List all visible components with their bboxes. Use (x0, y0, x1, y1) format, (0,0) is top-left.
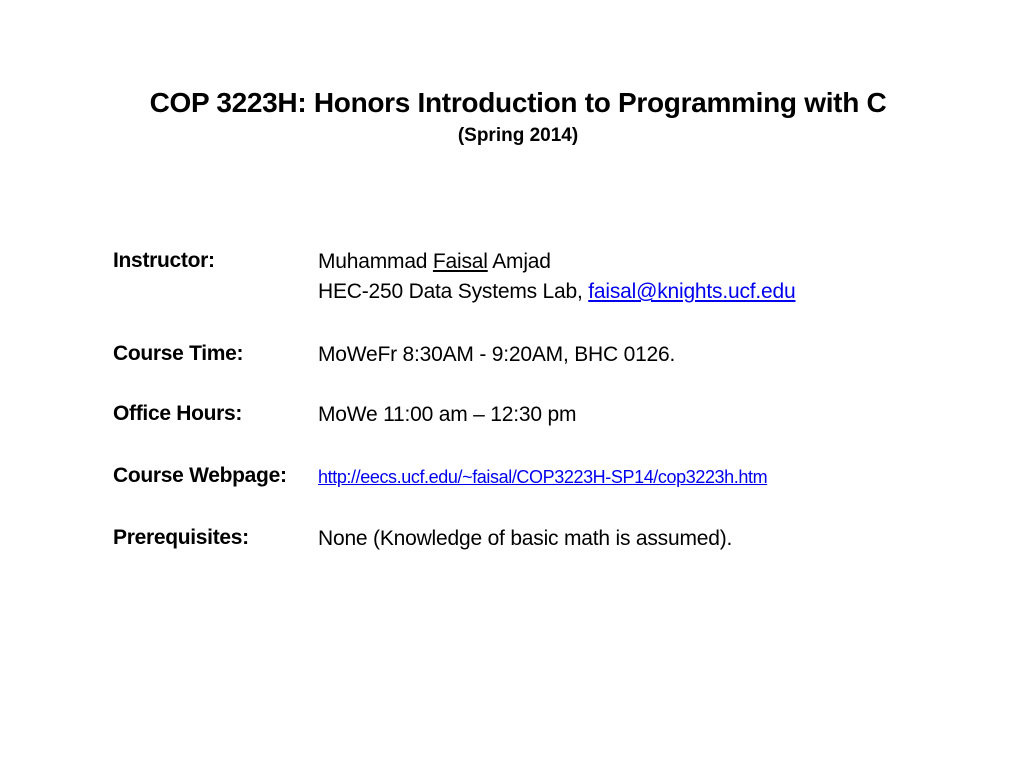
instructor-lab-line (318, 277, 795, 307)
course-time-value: MoWeFr 8:30AM - 9:20AM, BHC 0126. (318, 343, 676, 366)
course-webpage-label: Course Webpage: (113, 464, 287, 487)
prerequisites-value: None (Knowledge of basic math is assumed). (318, 527, 733, 550)
instructor-value (318, 247, 795, 307)
course-time-label: Course Time: (113, 342, 244, 365)
instructor-first-name: Muhammad (318, 250, 428, 273)
instructor-lab: HEC-250 Data Systems Lab, (318, 280, 583, 303)
instructor-middle-name: Faisal (432, 250, 488, 273)
page-subtitle: (Spring 2014) (457, 125, 579, 146)
course-webpage-value (318, 462, 767, 492)
office-hours-value: MoWe 11:00 am – 12:30 pm (318, 403, 577, 426)
title-block (0, 86, 1024, 148)
page-title: COP 3223H: Honors Introduction to Programming with C (149, 87, 887, 118)
office-hours-label: Office Hours: (113, 402, 243, 425)
instructor-label: Instructor: (113, 249, 215, 272)
course-webpage-link[interactable]: http://eecs.ucf.edu/~faisal/COP3223H-SP14/cop3223h.htm (318, 467, 768, 487)
prerequisites-label: Prerequisites: (113, 526, 249, 549)
instructor-email-link[interactable]: faisal@knights.ucf.edu (588, 280, 796, 303)
instructor-last-name: Amjad (492, 250, 551, 273)
instructor-name (318, 247, 795, 277)
